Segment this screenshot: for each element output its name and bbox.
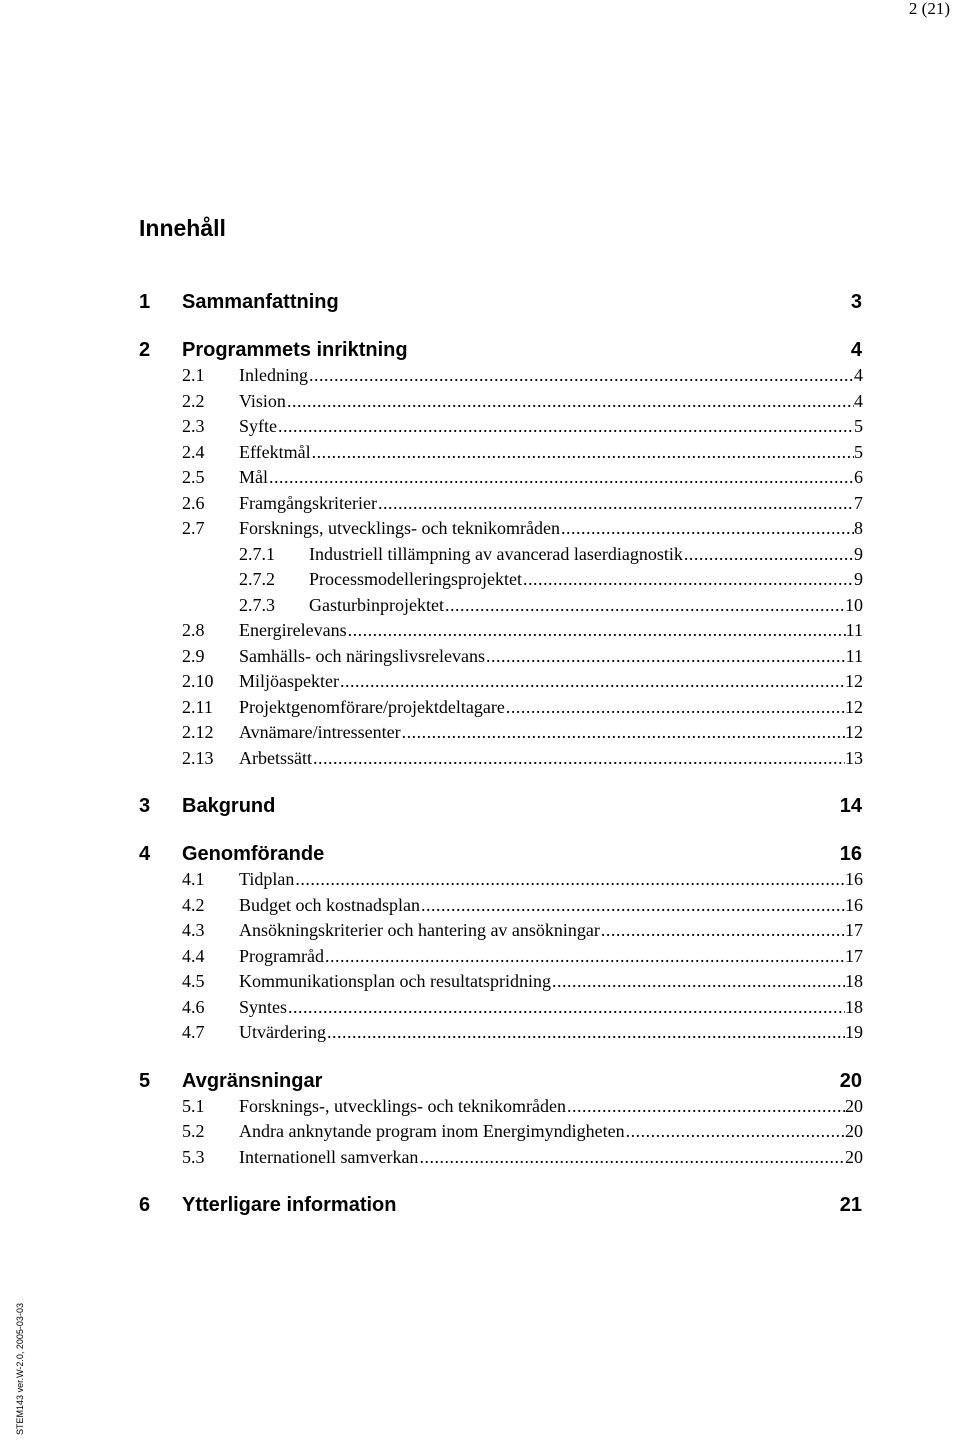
toc-entry-number: 5.1 — [182, 1095, 205, 1116]
dot-leader — [286, 389, 854, 413]
toc-entry-page: 10 — [845, 594, 863, 615]
toc-entry-4-1[interactable] — [182, 867, 863, 891]
dot-leader — [347, 618, 846, 642]
toc-entry-page: 21 — [839, 1194, 862, 1216]
toc-entry-title: Industriell tillämpning av avancerad laserdiagnostik — [309, 543, 683, 564]
toc-entry-title: Kommunikationsplan och resultatspridning — [239, 971, 551, 991]
toc-entry-page: 5 — [854, 441, 863, 462]
toc-entry-page: 11 — [845, 645, 863, 666]
toc-entry-number: 2.7.2 — [239, 569, 275, 589]
dot-leader — [522, 567, 854, 591]
toc-entry-title: Andra anknytande program inom Energimyndigheten — [239, 1121, 625, 1141]
toc-entry-number: 2.7.3 — [239, 594, 275, 615]
toc-entry-number: 4.4 — [182, 945, 205, 966]
dot-leader — [294, 867, 845, 891]
toc-entry-title: Avgränsningar — [182, 1069, 323, 1092]
toc-entry-page: 9 — [854, 543, 863, 564]
toc-entry-number: 5.2 — [182, 1121, 205, 1141]
toc-entry-2-8[interactable] — [182, 618, 863, 642]
toc-entry-number: 5 — [139, 1069, 151, 1092]
dot-leader — [339, 669, 845, 693]
toc-entry-page: 8 — [854, 518, 863, 538]
dot-leader — [268, 465, 854, 489]
dot-leader — [401, 720, 845, 744]
toc-entry-page: 20 — [845, 1121, 863, 1141]
dot-leader — [308, 363, 854, 387]
toc-entry-title: Genomförande — [182, 843, 325, 865]
dot-leader — [287, 995, 845, 1019]
toc-entry-title: Utvärdering — [239, 1022, 326, 1042]
toc-entry-number: 2.5 — [182, 467, 205, 487]
toc-entry-2-9[interactable] — [182, 644, 863, 668]
toc-entry-page: 6 — [854, 467, 863, 487]
toc-section-4[interactable] — [0, 839, 960, 869]
toc-entry-number: 2.2 — [182, 390, 205, 411]
dot-leader — [600, 918, 845, 942]
toc-entry-title: Processmodelleringsprojektet — [309, 569, 522, 589]
toc-entry-page: 16 — [845, 869, 863, 889]
toc-entry-2-4[interactable] — [182, 440, 863, 464]
toc-entry-title: Inledning — [239, 365, 308, 385]
toc-entry-number: 2.4 — [182, 441, 205, 462]
toc-entry-title: Programmets inriktning — [182, 339, 408, 361]
toc-entry-title: Sammanfattning — [182, 291, 339, 313]
page-number: 2 (21) — [908, 0, 950, 18]
toc-entry-title: Syntes — [239, 996, 288, 1017]
toc-entry-title: Effektmål — [239, 441, 311, 462]
toc-entry-number: 1 — [139, 291, 151, 313]
toc-entry-2-1[interactable] — [182, 363, 863, 387]
toc-entry-number: 2 — [139, 339, 151, 361]
toc-entry-title: Miljöaspekter — [239, 671, 339, 691]
toc-entry-number: 2.6 — [182, 492, 205, 513]
toc-entry-number: 4.3 — [182, 920, 205, 940]
toc-entry-page: 16 — [845, 894, 863, 915]
toc-entry-number: 2.7 — [182, 518, 205, 538]
toc-entry-4-7[interactable] — [182, 1020, 863, 1044]
toc-entry-2-10[interactable] — [182, 669, 863, 693]
toc-section-6[interactable] — [0, 1190, 960, 1220]
toc-entry-number: 2.13 — [182, 747, 214, 768]
dot-leader — [551, 969, 845, 993]
toc-entry-2-6[interactable] — [182, 491, 863, 515]
toc-entry-number: 3 — [139, 795, 151, 817]
toc-entry-title: Syfte — [239, 416, 277, 436]
toc-entry-title: Samhälls- och näringslivsrelevans — [239, 645, 485, 666]
toc-entry-title: Vision — [239, 390, 286, 411]
toc-entry-page: 19 — [845, 1022, 863, 1042]
toc-entry-title: Forsknings, utvecklings- och teknikområden — [239, 518, 560, 538]
toc-section-5[interactable] — [0, 1066, 960, 1096]
toc-entry-number: 4.5 — [182, 971, 205, 991]
toc-entry-page: 20 — [845, 1146, 863, 1167]
toc-entry-page: 4 — [854, 365, 863, 385]
toc-entry-number: 6 — [139, 1194, 151, 1216]
toc-entry-2-2[interactable] — [182, 389, 863, 413]
toc-entry-title: Programråd — [239, 945, 324, 966]
dot-leader — [326, 1020, 845, 1044]
toc-entry-page: 11 — [845, 620, 863, 640]
dot-leader — [625, 1119, 845, 1143]
toc-entry-page: 4 — [854, 390, 863, 411]
toc-entry-title: Avnämare/intressenter — [239, 722, 401, 742]
dot-leader — [683, 542, 854, 566]
toc-entry-page: 16 — [839, 843, 862, 865]
toc-entry-4-3[interactable] — [182, 918, 863, 942]
toc-entry-4-6[interactable] — [182, 995, 863, 1019]
dot-leader — [505, 695, 845, 719]
dot-leader — [377, 491, 854, 515]
dot-leader — [444, 593, 845, 617]
toc-entry-4-5[interactable] — [182, 969, 863, 993]
toc-entry-2-13[interactable] — [182, 746, 863, 770]
toc-entry-5-1[interactable] — [182, 1094, 863, 1118]
toc-entry-page: 5 — [854, 416, 863, 436]
toc-entry-number: 2.12 — [182, 722, 214, 742]
toc-entry-title: Arbetssätt — [239, 747, 312, 768]
toc-section-1[interactable] — [0, 287, 960, 317]
toc-entry-2-7[interactable] — [182, 516, 863, 540]
toc-entry-page: 20 — [845, 1095, 863, 1116]
toc-entry-title: Framgångskriterier — [239, 492, 377, 513]
toc-entry-number: 4.6 — [182, 996, 205, 1017]
toc-section-2[interactable] — [0, 335, 960, 365]
toc-entry-5-3[interactable] — [182, 1145, 863, 1169]
toc-entry-4-4[interactable] — [182, 944, 863, 968]
toc-entry-title: Internationell samverkan — [239, 1146, 419, 1167]
toc-entry-number: 2.8 — [182, 620, 205, 640]
toc-entry-2-7-2[interactable] — [239, 567, 863, 591]
toc-entry-2-5[interactable] — [182, 465, 863, 489]
toc-entry-number: 2.11 — [182, 696, 213, 717]
toc-entry-page: 4 — [850, 339, 862, 361]
toc-entry-title: Mål — [239, 467, 268, 487]
document-version-stamp: STEM143 ver.W-2.0, 2005-03-03 — [15, 1303, 25, 1435]
toc-entry-number: 4.7 — [182, 1022, 205, 1042]
toc-entry-2-12[interactable] — [182, 720, 863, 744]
toc-entry-page: 12 — [845, 722, 863, 742]
toc-entry-number: 4.2 — [182, 894, 205, 915]
toc-entry-number: 2.1 — [182, 365, 205, 385]
toc-entry-title: Ansökningskriterier och hantering av ansökningar — [239, 920, 600, 940]
dot-leader — [560, 516, 854, 540]
toc-entry-5-2[interactable] — [182, 1119, 863, 1143]
toc-entry-page: 9 — [854, 569, 863, 589]
dot-leader — [420, 893, 845, 917]
dot-leader — [311, 440, 854, 464]
toc-entry-page: 20 — [839, 1069, 862, 1092]
toc-section-3[interactable] — [0, 791, 960, 821]
toc-entry-number: 2.10 — [182, 671, 214, 691]
toc-entry-title: Projektgenomförare/projektdeltagare — [239, 696, 505, 717]
toc-entry-page: 12 — [845, 671, 863, 691]
toc-entry-title: Bakgrund — [182, 795, 276, 817]
toc-entry-number: 4 — [139, 843, 151, 865]
toc-entry-number: 2.9 — [182, 645, 205, 666]
dot-leader — [312, 746, 845, 770]
toc-entry-title: Budget och kostnadsplan — [239, 894, 420, 915]
toc-entry-2-11[interactable] — [182, 695, 863, 719]
toc-entry-2-3[interactable] — [182, 414, 863, 438]
dot-leader — [566, 1094, 845, 1118]
toc-entry-4-2[interactable] — [182, 893, 863, 917]
toc-entry-page: 17 — [845, 920, 863, 940]
toc-entry-number: 5.3 — [182, 1146, 205, 1167]
dot-leader — [418, 1145, 845, 1169]
toc-entry-page: 18 — [845, 971, 863, 991]
toc-entry-number: 2.7.1 — [239, 543, 275, 564]
toc-title: Innehåll — [139, 215, 226, 241]
toc-entry-2-7-1[interactable] — [239, 542, 863, 566]
toc-entry-number: 2.3 — [182, 416, 205, 436]
toc-entry-page: 13 — [845, 747, 863, 768]
toc-entry-title: Ytterligare information — [182, 1194, 397, 1216]
toc-entry-2-7-3[interactable] — [239, 593, 863, 617]
dot-leader — [277, 414, 854, 438]
toc-entry-title: Forsknings-, utvecklings- och teknikområden — [239, 1095, 566, 1116]
toc-entry-title: Gasturbinprojektet — [309, 594, 444, 615]
toc-entry-page: 14 — [839, 795, 862, 817]
toc-entry-page: 18 — [845, 996, 863, 1017]
toc-entry-page: 7 — [854, 492, 863, 513]
toc-entry-page: 12 — [845, 696, 863, 717]
dot-leader — [485, 644, 846, 668]
toc-entry-page: 3 — [850, 291, 862, 313]
toc-entry-title: Tidplan — [239, 869, 295, 889]
toc-entry-page: 17 — [845, 945, 863, 966]
dot-leader — [324, 944, 845, 968]
toc-entry-number: 4.1 — [182, 869, 205, 889]
toc-entry-title: Energirelevans — [239, 620, 347, 640]
